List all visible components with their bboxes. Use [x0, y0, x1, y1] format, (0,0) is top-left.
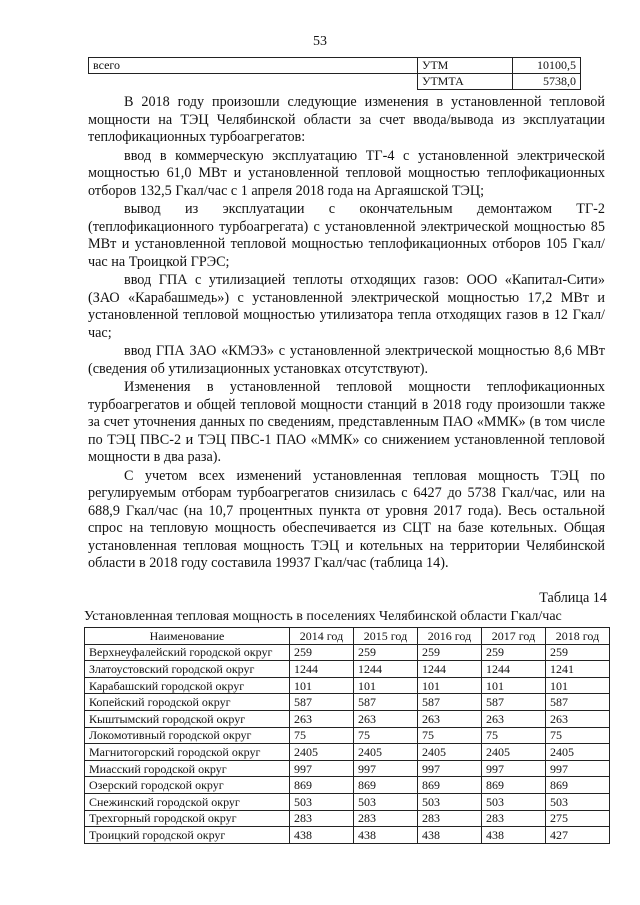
cell-value: 101	[482, 677, 546, 694]
cell-value: 587	[418, 694, 482, 711]
cell-value: 427	[546, 827, 610, 844]
table-row	[85, 727, 610, 744]
paragraph: вывод из эксплуатации с окончательным демонтажом ТГ-2 (теплофикационного турбоагрегата) с установленной электрической мощностью 85 МВт и установленной тепловой мощностью теплофикационных отборов 105 Гкал/час на Троицкой ГРЭС;	[88, 201, 605, 270]
summary-label	[89, 74, 418, 90]
cell-value: 438	[482, 827, 546, 844]
cell-name: Локомотивный городской округ	[85, 727, 290, 744]
table-row	[85, 744, 610, 761]
cell-value: 869	[546, 777, 610, 794]
cell-value: 101	[546, 677, 610, 694]
table-row	[85, 661, 610, 678]
table-row	[89, 58, 581, 74]
cell-value: 1244	[482, 661, 546, 678]
cell-value: 587	[354, 694, 418, 711]
table-row	[85, 644, 610, 661]
cell-name: Трехгорный городской округ	[85, 810, 290, 827]
cell-value: 283	[290, 810, 354, 827]
cell-value: 263	[482, 710, 546, 727]
cell-value: 101	[290, 677, 354, 694]
column-header: 2014 год	[290, 628, 354, 645]
cell-name: Троицкий городской округ	[85, 827, 290, 844]
cell-value: 263	[546, 710, 610, 727]
table-row	[85, 810, 610, 827]
paragraph: Изменения в установленной тепловой мощности теплофикационных турбоагрегатов и общей тепловой мощности станций в 2018 году произошли также за счет уточнения данных по сведениям, представленным ПАО «ММК» (в том числе по ТЭЦ ПВС-2 и ТЭЦ ПВС-1 ПАО «ММК» со снижением установленной тепловой мощности в два раза).	[88, 379, 605, 465]
cell-value: 503	[418, 793, 482, 810]
table-header-row	[85, 628, 610, 645]
cell-value: 75	[290, 727, 354, 744]
cell-value: 2405	[290, 744, 354, 761]
capacity-table	[84, 627, 610, 844]
cell-value: 1244	[418, 661, 482, 678]
cell-value: 2405	[546, 744, 610, 761]
cell-value: 587	[482, 694, 546, 711]
paragraph: С учетом всех изменений установленная тепловая мощность ТЭЦ по регулируемым отборам турбоагрегатов снизилась с 6427 до 5738 Гкал/час, или на 688,9 Гкал/час (на 10,7 процентных пункта от уровня 2017 года). Весь остальной спрос на тепловую мощность обеспечивается из СЦТ на базе котельных. Общая установленная тепловая мощность ТЭЦ и котельных на территории Челябинской области в 2018 году составила 19937 Гкал/час (таблица 14).	[88, 467, 605, 571]
cell-value: 259	[354, 644, 418, 661]
cell-value: 997	[546, 760, 610, 777]
cell-value: 438	[354, 827, 418, 844]
column-header: 2017 год	[482, 628, 546, 645]
summary-value: 10100,5	[513, 58, 581, 74]
cell-value: 259	[290, 644, 354, 661]
table-label: Таблица 14	[539, 590, 607, 606]
cell-value: 503	[290, 793, 354, 810]
cell-value: 283	[482, 810, 546, 827]
table-row	[85, 677, 610, 694]
cell-value: 75	[546, 727, 610, 744]
cell-value: 869	[418, 777, 482, 794]
cell-value: 587	[546, 694, 610, 711]
column-header: 2015 год	[354, 628, 418, 645]
paragraph: В 2018 году произошли следующие изменения в установленной тепловой мощности на ТЭЦ Челябинской области за счет ввода/вывода из эксплуатации теплофикационных турбоагрегатов:	[88, 94, 605, 145]
column-header: Наименование	[85, 628, 290, 645]
cell-value: 263	[290, 710, 354, 727]
cell-value: 2405	[354, 744, 418, 761]
table-row	[85, 793, 610, 810]
paragraph: ввод в коммерческую эксплуатацию ТГ-4 с установленной электрической мощностью 61,0 МВт и установленной тепловой мощностью теплофикационных отборов 132,5 Гкал/час с 1 апреля 2018 года на Аргаяшской ТЭЦ;	[88, 147, 605, 199]
summary-table	[88, 57, 581, 90]
body-text	[88, 94, 605, 574]
table-row	[85, 827, 610, 844]
cell-value: 503	[546, 793, 610, 810]
paragraph: ввод ГПА с утилизацией теплоты отходящих газов: ООО «Капитал-Сити» (ЗАО «Карабашмедь») с установленной электрической мощностью 17,2 МВт и установленной тепловой мощностью утилизатора тепла отходящих газов в 12 Гкал/час;	[88, 272, 605, 341]
cell-value: 438	[418, 827, 482, 844]
cell-name: Копейский городской округ	[85, 694, 290, 711]
column-header: 2016 год	[418, 628, 482, 645]
summary-value: 5738,0	[513, 74, 581, 90]
cell-value: 503	[354, 793, 418, 810]
cell-value: 1244	[290, 661, 354, 678]
cell-value: 2405	[482, 744, 546, 761]
cell-value: 2405	[418, 744, 482, 761]
cell-value: 263	[418, 710, 482, 727]
cell-value: 869	[290, 777, 354, 794]
cell-name: Кыштымский городской округ	[85, 710, 290, 727]
cell-value: 1241	[546, 661, 610, 678]
cell-name: Озерский городской округ	[85, 777, 290, 794]
paragraph: ввод ГПА ЗАО «КМЭЗ» с установленной электрической мощностью 8,6 МВт (сведения об утилизационных установках отсутствуют).	[88, 343, 605, 377]
cell-value: 259	[482, 644, 546, 661]
cell-value: 283	[354, 810, 418, 827]
cell-value: 587	[290, 694, 354, 711]
cell-value: 75	[354, 727, 418, 744]
summary-label: всего	[89, 58, 418, 74]
cell-value: 997	[290, 760, 354, 777]
table-row	[85, 710, 610, 727]
table-row	[89, 74, 581, 90]
cell-value: 283	[418, 810, 482, 827]
cell-name: Магнитогорский городской округ	[85, 744, 290, 761]
cell-value: 869	[482, 777, 546, 794]
cell-value: 997	[482, 760, 546, 777]
cell-value: 263	[354, 710, 418, 727]
summary-unit: УТМ	[418, 58, 513, 74]
cell-value: 997	[354, 760, 418, 777]
cell-value: 438	[290, 827, 354, 844]
cell-name: Миасский городской округ	[85, 760, 290, 777]
cell-value: 75	[482, 727, 546, 744]
cell-value: 259	[418, 644, 482, 661]
cell-value: 1244	[354, 661, 418, 678]
cell-value: 101	[354, 677, 418, 694]
summary-unit: УТМТА	[418, 74, 513, 90]
cell-value: 75	[418, 727, 482, 744]
column-header: 2018 год	[546, 628, 610, 645]
cell-name: Златоустовский городской округ	[85, 661, 290, 678]
cell-name: Карабашский городской округ	[85, 677, 290, 694]
cell-value: 869	[354, 777, 418, 794]
page-number: 53	[313, 34, 327, 49]
cell-name: Верхнеуфалейский городской округ	[85, 644, 290, 661]
cell-value: 259	[546, 644, 610, 661]
table-row	[85, 760, 610, 777]
table-caption: Установленная тепловая мощность в поселениях Челябинской области Гкал/час	[84, 609, 562, 624]
cell-value: 997	[418, 760, 482, 777]
table-row	[85, 694, 610, 711]
cell-value: 101	[418, 677, 482, 694]
table-row	[85, 777, 610, 794]
cell-value: 275	[546, 810, 610, 827]
cell-value: 503	[482, 793, 546, 810]
cell-name: Снежинский городской округ	[85, 793, 290, 810]
